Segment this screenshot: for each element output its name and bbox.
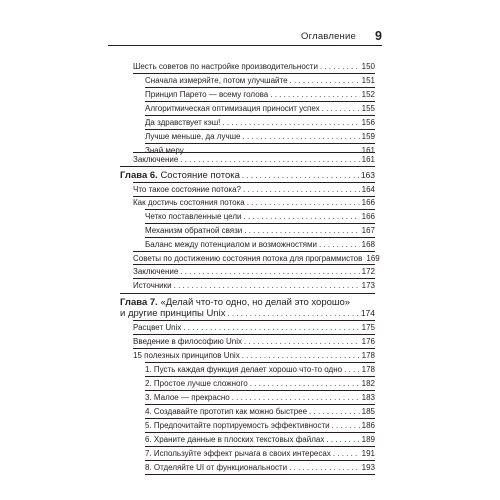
entry-divider (133, 264, 375, 265)
leader-dots (244, 212, 360, 222)
toc-entry-page: 186 (361, 421, 375, 430)
toc-entry-label: Что такое состояние потока? (133, 185, 241, 194)
toc-entry-page: 191 (361, 449, 375, 458)
toc-entry-page: 183 (361, 393, 375, 402)
toc-entry[interactable] (145, 393, 375, 403)
entry-divider (145, 209, 375, 210)
leader-dots (270, 90, 359, 100)
leader-dots (319, 240, 360, 250)
toc-entry-page: 176 (361, 337, 375, 346)
toc-entry-page: 166 (361, 212, 375, 221)
chapter-title: Состояние потока (160, 170, 240, 181)
leader-dots (247, 198, 360, 208)
toc-entry[interactable] (133, 198, 375, 208)
toc-entry-page: 159 (361, 132, 375, 141)
leader-dots (326, 435, 359, 445)
toc-entry[interactable] (145, 365, 375, 375)
entry-divider (145, 418, 375, 419)
toc-entry-label: Принцип Парето — всему голова (145, 90, 269, 99)
toc-entry-label: Алгоритмическая оптимизация приносит успех (145, 104, 320, 113)
leader-dots (344, 365, 360, 375)
toc-entry[interactable] (145, 421, 375, 431)
entry-divider (145, 390, 375, 391)
entry-divider (133, 334, 375, 335)
toc-entry-label: 4. Создавайте прототип как можно быстрее (145, 407, 308, 416)
toc-entry-label: Введение в философию Unix (133, 337, 242, 346)
toc-entry-label: 1. Пусть каждая функция делает хорошо что-то одно (145, 365, 343, 374)
toc-entry-label: 7. Используйте эффект рычага в своих интересах (145, 449, 331, 458)
toc-entry[interactable] (145, 90, 375, 100)
chapter-6-heading[interactable] (120, 170, 375, 181)
toc-entry[interactable] (145, 104, 375, 114)
leader-dots (242, 170, 359, 181)
toc-entry-page: 156 (361, 118, 375, 127)
chapter-divider (120, 293, 375, 294)
toc-entry[interactable] (145, 118, 375, 128)
entry-divider (145, 101, 375, 102)
entry-divider (133, 320, 375, 321)
running-header-title: Оглавление (301, 31, 356, 42)
toc-entry-page: 178 (361, 365, 375, 374)
leader-dots (242, 351, 360, 361)
chapter-page: 174 (360, 308, 375, 318)
toc-entry-label: Знай меру (145, 146, 184, 155)
toc-entry-label: Четко поставленные цели (145, 212, 242, 221)
toc-entry[interactable] (145, 76, 375, 86)
entry-divider (133, 251, 375, 252)
toc-entry-label: Заключение (133, 267, 179, 276)
toc-entry[interactable] (133, 351, 375, 361)
leader-dots (243, 185, 360, 195)
chapter-7-heading[interactable] (120, 297, 375, 319)
leader-dots (332, 421, 360, 431)
entry-divider (145, 115, 375, 116)
toc-entry[interactable] (145, 449, 375, 459)
entry-divider (133, 196, 375, 197)
entry-divider (145, 376, 375, 377)
toc-entry-label: Заключение (133, 155, 179, 164)
entry-divider (133, 73, 375, 74)
toc-entry[interactable] (133, 281, 375, 291)
leader-dots (174, 281, 360, 291)
entry-divider (145, 143, 375, 144)
toc-entry[interactable] (145, 407, 375, 417)
leader-dots (309, 407, 360, 417)
leader-dots (180, 155, 359, 165)
toc-entry-label: Источники (133, 281, 172, 290)
toc-entry-label: 6. Храните данные в плоских текстовых файлах (145, 435, 325, 444)
entry-divider (133, 278, 375, 279)
entry-divider (133, 182, 375, 183)
toc-entry-page: 193 (361, 463, 375, 472)
toc-entry-page: 152 (361, 90, 375, 99)
toc-entry-page: 169 (366, 254, 380, 263)
toc-entry-label: 2. Простое лучше сложного (145, 379, 248, 388)
entry-divider (145, 446, 375, 447)
toc-entry-page: 182 (361, 379, 375, 388)
toc-entry[interactable] (133, 323, 375, 333)
toc-entry-label: Механизм обратной связи (145, 226, 243, 235)
toc-entry[interactable] (145, 435, 375, 445)
toc-entry[interactable] (133, 267, 375, 277)
chapter-prefix: Глава 7. (120, 297, 158, 308)
entry-divider (145, 87, 375, 88)
leader-dots (244, 226, 359, 236)
toc-entry-page: 172 (361, 267, 375, 276)
leader-dots (227, 308, 358, 319)
entry-divider (145, 223, 375, 224)
toc-entry-label: Советы по достижению состояния потока для программистов (133, 254, 363, 263)
chapter-divider (120, 166, 375, 167)
toc-entry-label: 15 полезных принципов Unix (133, 351, 240, 360)
toc-entry[interactable] (145, 212, 375, 222)
toc-entry-page: 175 (361, 323, 375, 332)
leader-dots (320, 62, 360, 72)
entry-divider (145, 432, 375, 433)
leader-dots (333, 449, 360, 459)
leader-dots (322, 104, 360, 114)
toc-entry-label: Баланс между потенциалом и возможностями (145, 240, 317, 249)
toc-entry-page: 155 (361, 104, 375, 113)
toc-entry[interactable] (145, 379, 375, 389)
leader-dots (250, 379, 360, 389)
leader-dots (290, 76, 360, 86)
chapter-title-line1: «Делай что-то одно, но делай это хорошо» (160, 297, 351, 308)
toc-entry-label: Шесть советов по настройке производительности (133, 62, 318, 71)
leader-dots (232, 393, 360, 403)
toc-entry[interactable] (133, 337, 375, 347)
toc-entry-page: 161 (361, 146, 375, 155)
toc-entry[interactable] (145, 132, 375, 142)
toc-entry-page: 164 (361, 185, 375, 194)
toc-entry-page: 167 (361, 226, 375, 235)
toc-entry[interactable] (145, 463, 375, 473)
toc-entry-label: 3. Малое — прекрасно (145, 393, 230, 402)
entry-divider (133, 348, 375, 349)
toc-entry-page: 166 (361, 198, 375, 207)
toc-entry-label: Да здравствует кэш! (145, 118, 221, 127)
toc-entry-page: 168 (361, 240, 375, 249)
leader-dots (222, 118, 359, 128)
toc-entry-page: 185 (361, 407, 375, 416)
entry-divider (145, 474, 375, 475)
entry-divider (133, 152, 375, 153)
leader-dots (289, 463, 360, 473)
entry-divider (145, 362, 375, 363)
page-number: 9 (375, 29, 382, 43)
toc-entry[interactable] (145, 240, 375, 250)
toc-entry-page: 150 (361, 62, 375, 71)
toc-entry-label: Лучше меньше, да лучше (145, 132, 241, 141)
toc-entry-page: 173 (361, 281, 375, 290)
entry-divider (145, 460, 375, 461)
chapter-page: 163 (360, 170, 375, 180)
entry-divider (145, 237, 375, 238)
toc-entry-page: 151 (361, 76, 375, 85)
toc-entry-page: 161 (361, 155, 375, 164)
toc-entry-label: 8. Отделяйте UI от функциональности (145, 463, 288, 472)
toc-entry-label: Сначала измеряйте, потом улучшайте (145, 76, 288, 85)
leader-dots (180, 267, 359, 277)
toc-entry-page: 189 (361, 435, 375, 444)
chapter-prefix: Глава 6. (120, 170, 158, 181)
entry-divider (145, 404, 375, 405)
leader-dots (183, 323, 359, 333)
toc-entry-page: 178 (361, 351, 375, 360)
toc-entry[interactable] (145, 226, 375, 236)
toc-entry-label: Как достичь состояния потока (133, 198, 245, 207)
leader-dots (243, 132, 360, 142)
toc-entry-label: 5. Предпочитайте портируемость эффективности (145, 421, 330, 430)
toc-entry[interactable] (133, 155, 375, 165)
leader-dots (244, 337, 360, 347)
entry-divider (145, 129, 375, 130)
toc-entry[interactable] (133, 254, 380, 264)
toc-entry-label: Расцвет Unix (133, 323, 182, 332)
toc-entry[interactable] (133, 62, 375, 72)
toc-entry[interactable] (133, 185, 375, 195)
chapter-title-line2: и другие принципы Unix (120, 308, 226, 319)
